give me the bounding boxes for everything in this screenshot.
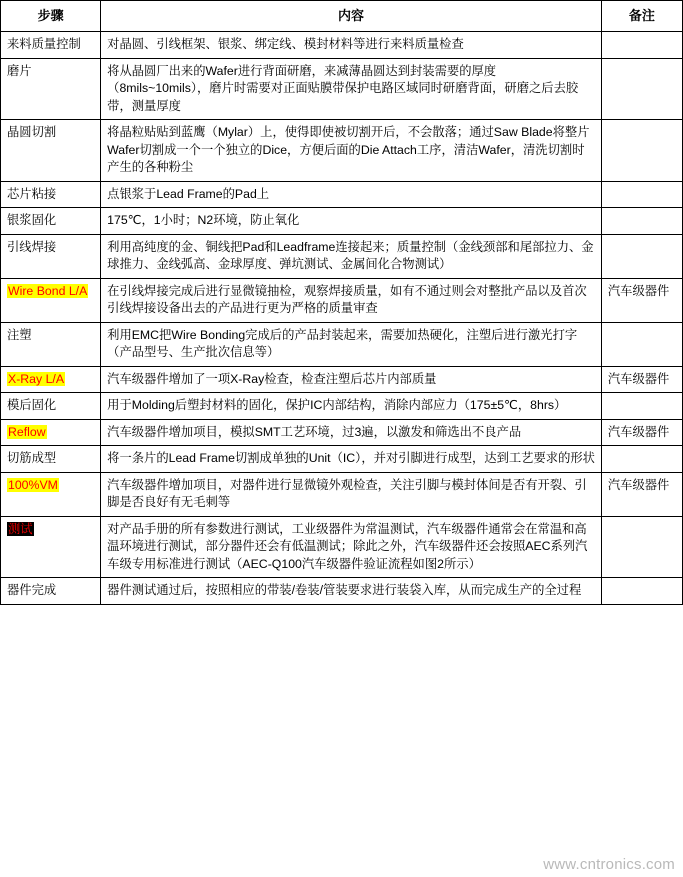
step-label: Reflow xyxy=(8,424,46,439)
table-row xyxy=(1,32,683,59)
table-row xyxy=(1,419,683,446)
table-row xyxy=(1,516,683,578)
cell-remark xyxy=(601,32,682,59)
cell-remark xyxy=(601,234,682,278)
cell-content: 利用高纯度的金、铜线把Pad和Leadframe连接起来；质量控制（金线颈部和尾部拉力、金球推力、金线弧高、金球厚度、弹坑测试、金属间化合物测试） xyxy=(101,234,602,278)
step-label: 来料质量控制 xyxy=(7,37,81,51)
column-header-content: 内容 xyxy=(101,1,602,32)
cell-content: 175℃，1小时；N2环境，防止氧化 xyxy=(101,208,602,235)
cell-content: 对产品手册的所有参数进行测试，工业级器件为常温测试，汽车级器件通常会在常温和高温环境进行测试，部分器件还会有低温测试；除此之外，汽车级器件还会按照AEC系列汽车级专用标准进行测试（AEC-Q100汽车级器件验证流程如图2所示） xyxy=(101,516,602,578)
cell-content: 对晶圆、引线框架、银浆、绑定线、模封材料等进行来料质量检查 xyxy=(101,32,602,59)
cell-step xyxy=(1,234,101,278)
cell-content: 点银浆于Lead Frame的Pad上 xyxy=(101,181,602,208)
cell-remark: 汽车级器件 xyxy=(601,472,682,516)
step-label: 引线焊接 xyxy=(7,239,57,254)
column-header-step: 步骤 xyxy=(1,1,101,32)
step-label: 磨片 xyxy=(7,63,32,78)
cell-step xyxy=(1,32,101,59)
step-label: 晶圆切割 xyxy=(7,125,57,139)
cell-step xyxy=(1,278,101,322)
cell-remark xyxy=(601,208,682,235)
cell-remark xyxy=(601,578,682,605)
table-header-row xyxy=(1,1,683,32)
cell-step xyxy=(1,322,101,366)
step-label: 100%VM xyxy=(8,477,58,492)
table-row xyxy=(1,181,683,208)
table-row xyxy=(1,208,683,235)
cell-content: 汽车级器件增加了一项X-Ray检查，检查注塑后芯片内部质量 xyxy=(101,366,602,393)
table-row xyxy=(1,578,683,605)
cell-remark xyxy=(601,181,682,208)
table-body xyxy=(1,32,683,605)
cell-step xyxy=(1,472,101,516)
cell-remark xyxy=(601,446,682,473)
column-header-remark: 备注 xyxy=(601,1,682,32)
cell-step xyxy=(1,366,101,393)
table-row xyxy=(1,278,683,322)
table-row xyxy=(1,58,683,120)
cell-content: 将一条片的Lead Frame切割成单独的Unit（IC），并对引脚进行成型，达到工艺要求的形状 xyxy=(101,446,602,473)
cell-content: 用于Molding后塑封材料的固化，保护IC内部结构，消除内部应力（175±5℃，8hrs） xyxy=(101,393,602,420)
cell-remark: 汽车级器件 xyxy=(601,366,682,393)
cell-remark: 汽车级器件 xyxy=(601,419,682,446)
table-row xyxy=(1,322,683,366)
cell-remark: 汽车级器件 xyxy=(601,278,682,322)
cell-content: 将晶粒贴贴到蓝鹰（Mylar）上，使得即使被切割开后，不会散落；通过Saw Blade将整片Wafer切割成一个一个独立的Dice，方便后面的Die Attach工序，清洁Wafer，清洗切割时产生的各种粉尘 xyxy=(101,120,602,182)
step-label: 器件完成 xyxy=(7,583,57,597)
cell-remark xyxy=(601,393,682,420)
cell-content: 利用EMC把Wire Bonding完成后的产品封装起来，需要加热硬化，注塑后进行激光打字（产品型号、生产批次信息等） xyxy=(101,322,602,366)
cell-step xyxy=(1,419,101,446)
step-label: 模后固化 xyxy=(7,398,57,412)
cell-step xyxy=(1,120,101,182)
table-row xyxy=(1,120,683,182)
step-label: 切筋成型 xyxy=(7,451,57,465)
cell-step xyxy=(1,208,101,235)
cell-content: 在引线焊接完成后进行显微镜抽检，观察焊接质量，如有不通过则会对整批产品以及首次引线焊接设备出去的产品进行更为严格的质量审查 xyxy=(101,278,602,322)
cell-remark xyxy=(601,516,682,578)
cell-step xyxy=(1,181,101,208)
cell-remark xyxy=(601,58,682,120)
step-label: X-Ray L/A xyxy=(8,371,65,386)
watermark: www.cntronics.com xyxy=(543,856,675,873)
cell-content: 汽车级器件增加项目，模拟SMT工艺环境，过3遍，以激发和筛选出不良产品 xyxy=(101,419,602,446)
cell-content: 器件测试通过后，按照相应的带装/卷装/管装要求进行装袋入库，从而完成生产的全过程 xyxy=(101,578,602,605)
cell-content: 将从晶圆厂出来的Wafer进行背面研磨，来减薄晶圆达到封装需要的厚度（8mils~10mils），磨片时需要对正面贴膜带保护电路区域同时研磨背面，研磨之后去胶带，测量厚度 xyxy=(101,58,602,120)
table-row xyxy=(1,393,683,420)
table-row xyxy=(1,366,683,393)
cell-content: 汽车级器件增加项目，对器件进行显微镜外观检查，关注引脚与模封体间是否有开裂、引脚是否良好有无毛刺等 xyxy=(101,472,602,516)
cell-remark xyxy=(601,322,682,366)
cell-step xyxy=(1,516,101,578)
cell-step xyxy=(1,393,101,420)
step-label: Wire Bond L/A xyxy=(8,283,88,298)
step-label: 测试 xyxy=(8,521,33,536)
step-label: 芯片粘接 xyxy=(7,186,57,201)
cell-remark xyxy=(601,120,682,182)
table-row xyxy=(1,234,683,278)
step-label: 银浆固化 xyxy=(7,213,57,227)
table-row xyxy=(1,446,683,473)
cell-step xyxy=(1,58,101,120)
cell-step xyxy=(1,578,101,605)
table-row xyxy=(1,472,683,516)
step-label: 注塑 xyxy=(7,327,32,342)
cell-step xyxy=(1,446,101,473)
